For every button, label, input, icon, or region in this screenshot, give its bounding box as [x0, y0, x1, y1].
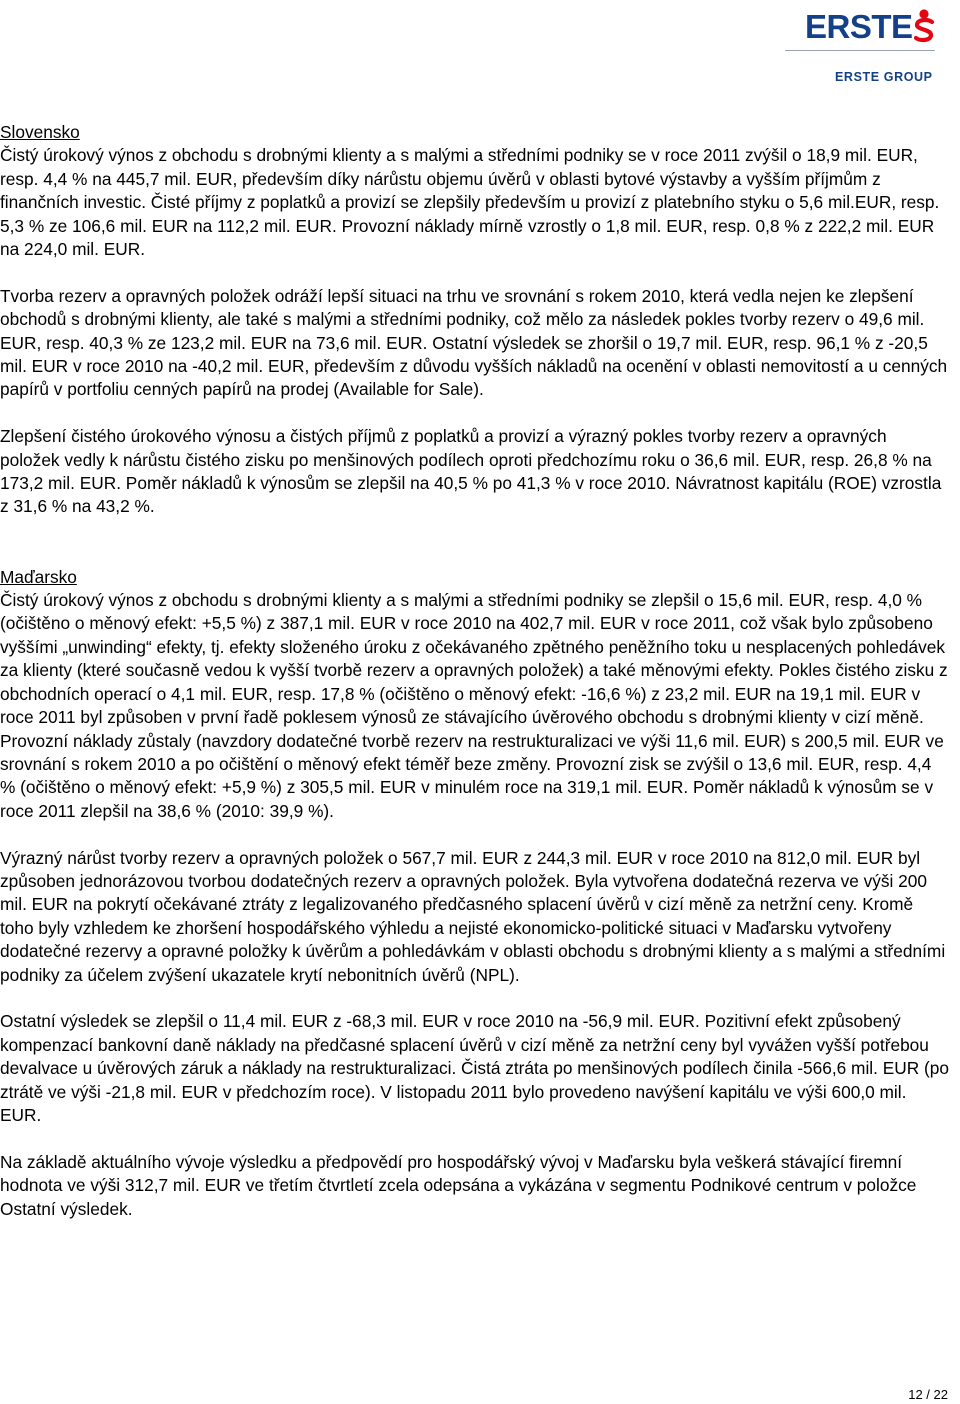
- section-slovensko: [0, 121, 950, 519]
- section-heading: Slovensko: [0, 122, 80, 142]
- logo-wordmark: ERSTE: [805, 8, 913, 45]
- paragraph: Tvorba rezerv a opravných položek odráží lepší situaci na trhu ve srovnání s rokem 2010, která vedla nejen ke zlepšení obchodů s drobnými klienty, ale také s malými a středními podniky, což mělo za následek pokles tvorby rezerv o 49,6 mil. EUR, resp. 40,3 % ze 123,2 mil. EUR na 73,6 mil. EUR. Ostatní výsledek se zhoršil o 19,7 mil. EUR, resp. 96,1 % z -20,5 mil. EUR v roce 2010 na -40,2 mil. EUR, především z důvodu vyšších nákladů na ocenění v oblasti nemovitostí a u cenných papírů v portfoliu cenných papírů na prodej (Available for Sale).: [0, 285, 948, 400]
- paragraph: Čistý úrokový výnos z obchodu s drobnými klienty a s malými a středními podniky se v roce 2011 zvýšil o 18,9 mil. EUR, resp. 4,4 % na 445,7 mil. EUR, především díky nárůstu objemu úvěrů v oblasti bytové výstavby a vyšším příjmům z finančních investic. Čisté příjmy z poplatků a provizí se zlepšily především u provizí z platebního styku o 5,6 mil.EUR, resp. 5,3 % ze 106,6 mil. EUR na 112,2 mil. EUR. Provozní náklady mírně vzrostly o 1,8 mil. EUR, resp. 0,8 % z 222,2 mil. EUR na 224,0 mil. EUR.: [0, 145, 940, 260]
- paragraph: Ostatní výsledek se zlepšil o 11,4 mil. EUR z -68,3 mil. EUR v roce 2010 na -56,9 mil. EUR. Pozitivní efekt způsobený kompenzací bankovní daně náklady na předčasné splacení úvěrů v cizí měně za netržní ceny byl vyvážen vyšší potřebou devalvace u úvěrových záruk a náklady na restrukturalizaci. Čistá ztráta po menšinových podílech činila -566,6 mil. EUR (po ztrátě ve výši -21,8 mil. EUR v předchozím roce). V listopadu 2011 bylo provedeno navýšení kapitálu ve výši 600,0 mil. EUR.: [0, 1011, 949, 1125]
- erste-s-mark-icon: [911, 8, 937, 44]
- logo-subtitle: ERSTE GROUP: [835, 70, 933, 84]
- section-spacer: [0, 542, 950, 565]
- paragraph: Čistý úrokový výnos z obchodu s drobnými klienty a s malými a středními podniky se zlepšil o 15,6 mil. EUR, resp. 4,0 % (očištěno o měnový efekt: +5,5 %) z 387,1 mil. EUR v roce 2010 na 402,7 mil. EUR v roce 2011, což však bylo způsobeno vyššími „unwinding“ efekty, tj. efekty složeného úroku z očekávaného zpětného peněžního toku u nesplacených pohledávek za klienty (které současně vedou k vyšší tvorbě rezerv a opravných položek) a také měnovými efekty. Pokles čistého zisku z obchodních operací o 4,1 mil. EUR, resp. 17,8 % (očištěno o měnový efekt: -16,6 %) z 23,2 mil. EUR na 19,1 mil. EUR v roce 2011 byl způsoben v první řadě poklesem výnosů ze stávajícího úvěrového obchodu s drobnými klienty v cizí měně. Provozní náklady zůstaly (navzdory dodatečné tvorbě rezerv na restrukturalizaci ve výši 11,6 mil. EUR) s 200,5 mil. EUR ve srovnání s rokem 2010 a po očištění o měnový efekt téměř beze změny. Provozní zisk se zvýšil o 13,6 mil. EUR, resp. 4,4 % (očištěno o měnový efekt: +5,9 %) z 305,5 mil. EUR v minulém roce na 319,1 mil. EUR. Poměr nákladů k výnosům se v roce 2011 zlepšil na 38,6 % (2010: 39,9 %).: [0, 590, 948, 821]
- page-number: 12 / 22: [908, 1387, 948, 1402]
- logo-divider: [785, 50, 935, 51]
- paragraph: Zlepšení čistého úrokového výnosu a čistých příjmů z poplatků a provizí a výrazný pokles tvorby rezerv a opravných položek vedly k nárůstu čistého zisku po menšinových podílech oproti předchozímu roku o 36,6 mil. EUR, resp. 26,8 % na 173,2 mil. EUR. Poměr nákladů k výnosům se zlepšil na 40,5 % po 41,3 % v roce 2010. Návratnost kapitálu (ROE) vzrostla z 31,6 % na 43,2 %.: [0, 426, 942, 517]
- page-header: [0, 0, 960, 100]
- paragraph: Výrazný nárůst tvorby rezerv a opravných položek o 567,7 mil. EUR z 244,3 mil. EUR v roce 2010 na 812,0 mil. EUR byl způsoben jednorázovou tvorbou dodatečných rezerv a opravných položek. Byla vytvořena dodatečná rezerva ve výši 200 mil. EUR na pokrytí očekávané ztráty z legalizovaného předčasného splacení úvěrů v cizí měně za netržní ceny. Kromě toho byly vzhledem ke zhoršení hospodářského výhledu a nejisté ekonomicko-politické situaci v Maďarsku vytvořeny dodatečné rezervy a opravné položky k úvěrům a pohledávkám v oblasti obchodu s drobnými klienty a s malými a středními podniky za účelem zvýšení ukazatele krytí nebonitních úvěrů (NPL).: [0, 847, 946, 985]
- section-madarsko: [0, 566, 950, 1221]
- erste-logo: [785, 6, 935, 86]
- section-heading: Maďarsko: [0, 566, 77, 587]
- paragraph: Na základě aktuálního vývoje výsledku a předpovědí pro hospodářský vývoj v Maďarsku byla veškerá stávající firemní hodnota ve výši 312,7 mil. EUR ve třetím čtvrtletí zcela odepsána a vykázána v segmentu Podnikové centrum v položce Ostatní výsledek.: [0, 1151, 917, 1219]
- document-body: [0, 121, 950, 1244]
